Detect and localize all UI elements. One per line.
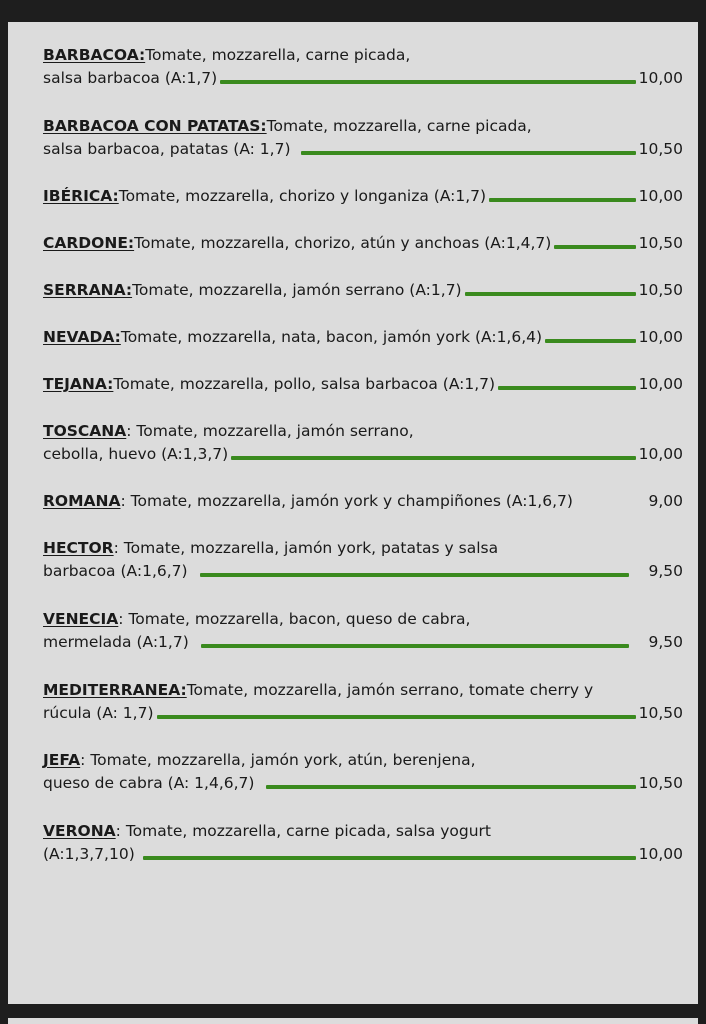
price-leader: [143, 856, 636, 860]
item-description: : Tomate, mozzarella, jamón york y champiñones (A:1,6,7): [120, 492, 573, 510]
item-name: VENECIA: [43, 610, 119, 628]
menu-item-verona: [43, 820, 683, 866]
item-description-cont: mermelada (A:1,7): [43, 633, 189, 651]
item-price: 10,00: [638, 328, 683, 346]
price-leader: [200, 573, 629, 577]
item-price-line: [43, 490, 683, 513]
item-name: SERRANA:: [43, 281, 133, 299]
item-description: : Tomate, mozzarella, carne picada, salsa yogurt: [115, 822, 492, 840]
item-name: NEVADA:: [43, 328, 121, 346]
menu-item-romana: [43, 490, 683, 513]
item-description-line: [43, 115, 683, 138]
item-price-line: [43, 772, 683, 795]
item-name: TOSCANA: [43, 422, 127, 440]
item-description-line: [43, 537, 683, 560]
next-sheet-edge: [8, 1018, 698, 1024]
item-description: Tomate, mozzarella, carne picada,: [266, 117, 532, 135]
item-price-line: [43, 67, 683, 90]
item-description-cont: barbacoa (A:1,6,7): [43, 562, 188, 580]
item-name: VERONA: [43, 822, 116, 840]
item-name: CARDONE:: [43, 234, 135, 252]
item-price: 10,00: [638, 187, 683, 205]
menu-item-barbacoa-con-patatas: [43, 115, 683, 161]
item-price-line: [43, 326, 683, 349]
item-description-line: [43, 420, 683, 443]
item-price-line: [43, 631, 683, 654]
price-leader: [554, 245, 636, 249]
menu-item-serrana: [43, 279, 683, 302]
item-description: Tomate, mozzarella, chorizo y longaniza (A:1,7): [118, 187, 487, 205]
menu-item-toscana: [43, 420, 683, 466]
item-description-cont: rúcula (A: 1,7): [43, 704, 154, 722]
item-name: ROMANA: [43, 492, 121, 510]
item-price: 10,00: [638, 845, 683, 863]
price-leader: [498, 386, 636, 390]
item-price-line: [43, 185, 683, 208]
item-description: Tomate, mozzarella, pollo, salsa barbacoa (A:1,7): [113, 375, 496, 393]
item-price-line: [43, 138, 683, 161]
item-name: BARBACOA CON PATATAS:: [43, 117, 267, 135]
item-description-cont: queso de cabra (A: 1,4,6,7): [43, 774, 255, 792]
item-description: Tomate, mozzarella, carne picada,: [145, 46, 411, 64]
price-leader: [266, 785, 636, 789]
item-price-line: [43, 279, 683, 302]
item-price: 9,50: [648, 633, 683, 651]
item-price-line: [43, 702, 683, 725]
item-price: 10,50: [638, 704, 683, 722]
item-price: 9,00: [648, 492, 683, 510]
item-description-line: [43, 820, 683, 843]
item-name: IBÉRICA:: [43, 187, 119, 205]
item-description: Tomate, mozzarella, nata, bacon, jamón york (A:1,6,4): [120, 328, 543, 346]
menu-item-mediterranea: [43, 679, 683, 725]
price-leader: [301, 151, 636, 155]
item-description: : Tomate, mozzarella, jamón york, patatas y salsa: [113, 539, 499, 557]
menu-item-iberica: [43, 185, 683, 208]
item-description: : Tomate, mozzarella, bacon, queso de cabra,: [118, 610, 471, 628]
price-leader: [231, 456, 636, 460]
price-leader: [465, 292, 636, 296]
item-description-cont: (A:1,3,7,10): [43, 845, 135, 863]
item-description-cont: salsa barbacoa (A:1,7): [43, 69, 218, 87]
item-price: 10,50: [638, 774, 683, 792]
item-description-line: [43, 44, 683, 67]
price-leader: [489, 198, 636, 202]
menu-item-venecia: [43, 608, 683, 654]
item-description-line: [43, 679, 683, 702]
item-price: 10,00: [638, 375, 683, 393]
item-price-line: [43, 232, 683, 255]
item-price: 10,50: [638, 234, 683, 252]
price-leader: [545, 339, 636, 343]
item-price-line: [43, 560, 683, 583]
item-description: : Tomate, mozzarella, jamón york, atún, berenjena,: [80, 751, 476, 769]
price-leader: [220, 80, 636, 84]
item-price: 10,50: [638, 140, 683, 158]
item-description: Tomate, mozzarella, jamón serrano, tomate cherry y: [186, 681, 594, 699]
menu-item-cardone: [43, 232, 683, 255]
menu-item-nevada: [43, 326, 683, 349]
price-leader: [201, 644, 629, 648]
item-price: 10,00: [638, 445, 683, 463]
item-name: MEDITERRANEA:: [43, 681, 187, 699]
item-price: 10,50: [638, 281, 683, 299]
menu-item-tejana: [43, 373, 683, 396]
item-description: Tomate, mozzarella, chorizo, atún y anchoas (A:1,4,7): [134, 234, 552, 252]
item-name: TEJANA:: [43, 375, 114, 393]
item-description: Tomate, mozzarella, jamón serrano (A:1,7): [132, 281, 462, 299]
item-description-line: [43, 608, 683, 631]
item-description-cont: cebolla, huevo (A:1,3,7): [43, 445, 229, 463]
item-price-line: [43, 843, 683, 866]
item-name: JEFA: [43, 751, 81, 769]
item-description-line: [43, 749, 683, 772]
item-price: 10,00: [638, 69, 683, 87]
item-price-line: [43, 373, 683, 396]
menu-item-hector: [43, 537, 683, 583]
item-price-line: [43, 443, 683, 466]
item-price: 9,50: [648, 562, 683, 580]
menu-item-jefa: [43, 749, 683, 795]
menu-item-barbacoa: [43, 44, 683, 90]
price-leader: [576, 503, 636, 507]
item-description-cont: salsa barbacoa, patatas (A: 1,7): [43, 140, 291, 158]
price-leader: [157, 715, 637, 719]
item-name: BARBACOA:: [43, 46, 146, 64]
item-description: : Tomate, mozzarella, jamón serrano,: [126, 422, 414, 440]
item-name: HECTOR: [43, 539, 114, 557]
